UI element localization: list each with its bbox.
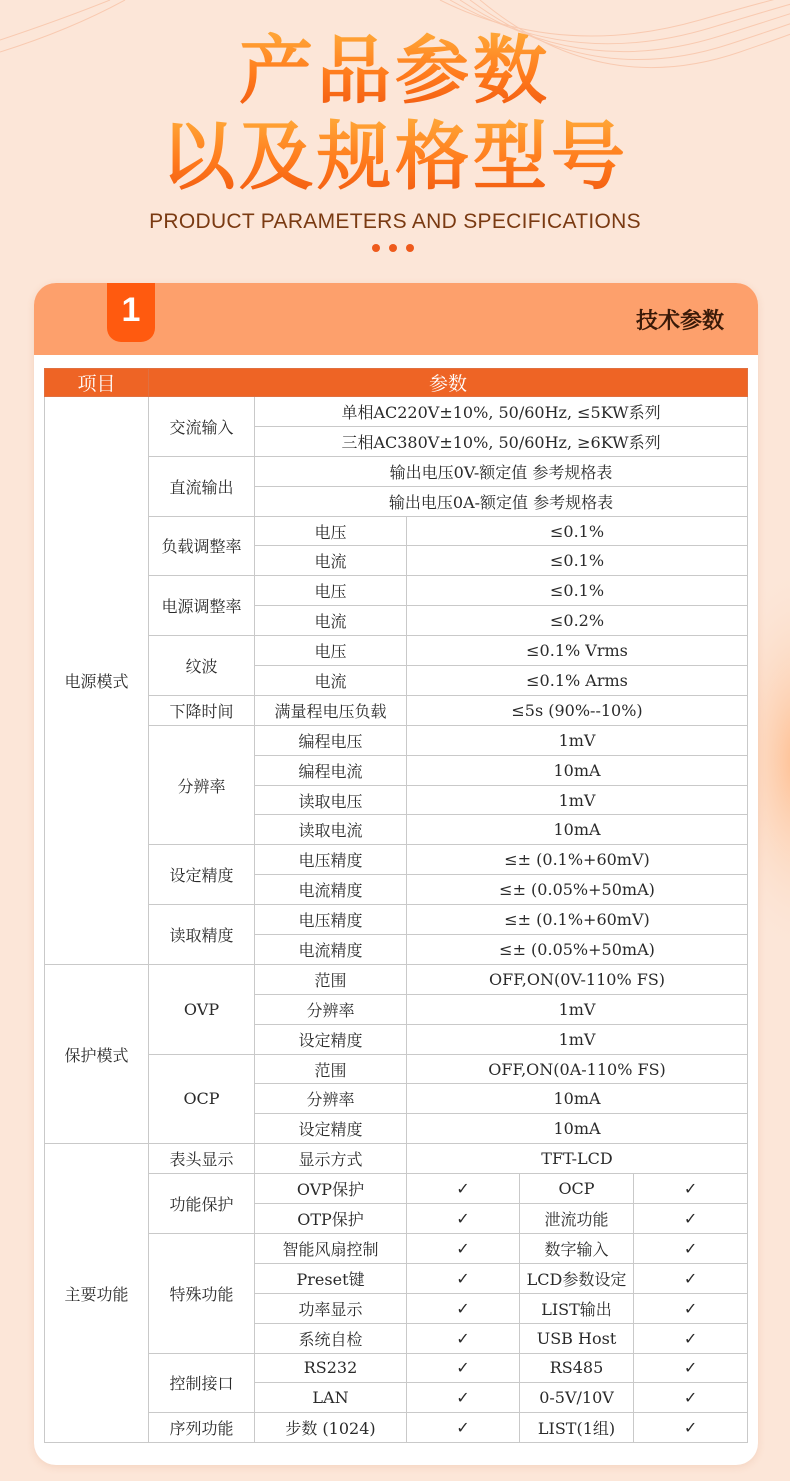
cell-sublabel: 电流精度: [255, 875, 407, 905]
cell-value: ≤0.1% Vrms: [407, 636, 748, 666]
cell-feature: 智能风扇控制: [255, 1233, 407, 1263]
check-icon: ✓: [634, 1323, 748, 1353]
row-label-dc-output: 直流输出: [149, 456, 255, 516]
cell-feature: 泄流功能: [520, 1204, 634, 1234]
cell-value: 10mA: [407, 1114, 748, 1144]
table-row: [45, 1233, 748, 1263]
cell-value: 输出电压0V-额定值 参考规格表: [255, 456, 748, 486]
cell-sublabel: 电压: [255, 516, 407, 546]
cell-sublabel: 编程电压: [255, 725, 407, 755]
decorative-dots: [372, 244, 414, 252]
cell-feature: USB Host: [520, 1323, 634, 1353]
cell-feature: 0-5V/10V: [520, 1383, 634, 1413]
cell-sublabel: 读取电流: [255, 815, 407, 845]
cell-feature: LIST(1组): [520, 1413, 634, 1443]
row-label-fall-time: 下降时间: [149, 695, 255, 725]
cell-feature: OCP: [520, 1174, 634, 1204]
check-icon: ✓: [634, 1293, 748, 1323]
cell-value: 1mV: [407, 725, 748, 755]
cell-feature: OVP保护: [255, 1174, 407, 1204]
cell-value: 三相AC380V±10%, 50/60Hz, ≥6KW系列: [255, 426, 748, 456]
row-label-ovp: OVP: [149, 964, 255, 1054]
cell-value: TFT-LCD: [407, 1144, 748, 1174]
row-label-display: 表头显示: [149, 1144, 255, 1174]
table-row: [45, 1353, 748, 1383]
table-row: [45, 845, 748, 875]
cell-value: 单相AC220V±10%, 50/60Hz, ≤5KW系列: [255, 397, 748, 427]
cell-value: 10mA: [407, 815, 748, 845]
cell-sublabel: 范围: [255, 1054, 407, 1084]
category-main-functions: 主要功能: [45, 1144, 149, 1443]
row-label-ac-input: 交流输入: [149, 397, 255, 457]
cell-feature: RS485: [520, 1353, 634, 1383]
cell-value: ≤5s (90%--10%): [407, 695, 748, 725]
check-icon: ✓: [634, 1233, 748, 1263]
check-icon: ✓: [634, 1174, 748, 1204]
check-icon: ✓: [634, 1383, 748, 1413]
row-label-set-accuracy: 设定精度: [149, 845, 255, 905]
table-row: [45, 905, 748, 935]
table-row: [45, 456, 748, 486]
cell-sublabel: 设定精度: [255, 1114, 407, 1144]
table-row: [45, 964, 748, 994]
row-label-ripple: 纹波: [149, 636, 255, 696]
check-icon: ✓: [634, 1353, 748, 1383]
check-icon: ✓: [407, 1293, 520, 1323]
row-label-ocp: OCP: [149, 1054, 255, 1144]
cell-value: 10mA: [407, 1084, 748, 1114]
table-row: [45, 1144, 748, 1174]
cell-value: ≤0.1%: [407, 546, 748, 576]
cell-value: ≤0.1%: [407, 576, 748, 606]
row-label-special-functions: 特殊功能: [149, 1233, 255, 1353]
cell-sublabel: 设定精度: [255, 1024, 407, 1054]
cell-sublabel: 分辨率: [255, 994, 407, 1024]
cell-value: ≤0.2%: [407, 606, 748, 636]
check-icon: ✓: [407, 1413, 520, 1443]
cell-value: 10mA: [407, 755, 748, 785]
cell-sublabel: 电流: [255, 606, 407, 636]
header-item: 项目: [45, 369, 149, 397]
check-icon: ✓: [407, 1323, 520, 1353]
cell-value: 输出电压0A-额定值 参考规格表: [255, 486, 748, 516]
card-header: [34, 283, 758, 355]
row-label-sequence: 序列功能: [149, 1413, 255, 1443]
check-icon: ✓: [407, 1204, 520, 1234]
cell-feature: 步数 (1024): [255, 1413, 407, 1443]
cell-feature: 功率显示: [255, 1293, 407, 1323]
table-row: [45, 695, 748, 725]
check-icon: ✓: [407, 1233, 520, 1263]
category-protection-mode: 保护模式: [45, 964, 149, 1143]
cell-sublabel: 显示方式: [255, 1144, 407, 1174]
check-icon: ✓: [634, 1263, 748, 1293]
table-row: [45, 636, 748, 666]
cell-sublabel: 满量程电压负载: [255, 695, 407, 725]
cell-sublabel: 电压: [255, 576, 407, 606]
cell-feature: RS232: [255, 1353, 407, 1383]
table-row: [45, 1413, 748, 1443]
check-icon: ✓: [407, 1353, 520, 1383]
cell-value: ≤± (0.1%+60mV): [407, 845, 748, 875]
check-icon: ✓: [407, 1383, 520, 1413]
table-row: [45, 1054, 748, 1084]
cell-sublabel: 编程电流: [255, 755, 407, 785]
cell-value: ≤0.1%: [407, 516, 748, 546]
cell-value: ≤0.1% Arms: [407, 666, 748, 696]
cell-feature: LIST输出: [520, 1293, 634, 1323]
cell-value: OFF,ON(0V-110% FS): [407, 964, 748, 994]
table-row: [45, 576, 748, 606]
cell-feature: Preset键: [255, 1263, 407, 1293]
cell-sublabel: 电压精度: [255, 845, 407, 875]
cell-sublabel: 读取电压: [255, 785, 407, 815]
hero-title-line2: 以及规格型号: [0, 114, 790, 200]
check-icon: ✓: [407, 1174, 520, 1204]
cell-value: ≤± (0.05%+50mA): [407, 935, 748, 965]
cell-sublabel: 电压: [255, 636, 407, 666]
check-icon: ✓: [407, 1263, 520, 1293]
cell-sublabel: 电压精度: [255, 905, 407, 935]
row-label-line-regulation: 电源调整率: [149, 576, 255, 636]
table-row: [45, 397, 748, 427]
hero-subtitle-en: PRODUCT PARAMETERS AND SPECIFICATIONS: [149, 210, 641, 233]
cell-feature: OTP保护: [255, 1204, 407, 1234]
row-label-control-interface: 控制接口: [149, 1353, 255, 1413]
header-param: 参数: [149, 369, 748, 397]
cell-value: ≤± (0.05%+50mA): [407, 875, 748, 905]
hero-title-line1: 产品参数: [0, 28, 790, 114]
cell-feature: 系统自检: [255, 1323, 407, 1353]
row-label-read-accuracy: 读取精度: [149, 905, 255, 965]
cell-value: OFF,ON(0A-110% FS): [407, 1054, 748, 1084]
section-number-badge: 1: [107, 283, 155, 342]
cell-sublabel: 电流精度: [255, 935, 407, 965]
card-title: 技术参数: [635, 309, 724, 334]
table-row: [45, 516, 748, 546]
cell-value: 1mV: [407, 1024, 748, 1054]
cell-value: ≤± (0.1%+60mV): [407, 905, 748, 935]
cell-sublabel: 范围: [255, 964, 407, 994]
check-icon: ✓: [634, 1413, 748, 1443]
category-power-mode: 电源模式: [45, 397, 149, 965]
cell-sublabel: 电流: [255, 666, 407, 696]
row-label-resolution: 分辨率: [149, 725, 255, 845]
cell-value: 1mV: [407, 994, 748, 1024]
row-label-load-regulation: 负载调整率: [149, 516, 255, 576]
cell-feature: LCD参数设定: [520, 1263, 634, 1293]
spec-table: [44, 368, 748, 1443]
table-row: [45, 725, 748, 755]
table-header-row: [45, 369, 748, 397]
table-row: [45, 1174, 748, 1204]
cell-sublabel: 分辨率: [255, 1084, 407, 1114]
row-label-function-protection: 功能保护: [149, 1174, 255, 1234]
cell-feature: LAN: [255, 1383, 407, 1413]
spec-card: [34, 283, 758, 1465]
check-icon: ✓: [634, 1204, 748, 1234]
cell-sublabel: 电流: [255, 546, 407, 576]
cell-value: 1mV: [407, 785, 748, 815]
hero-header: [0, 28, 790, 234]
cell-feature: 数字输入: [520, 1233, 634, 1263]
